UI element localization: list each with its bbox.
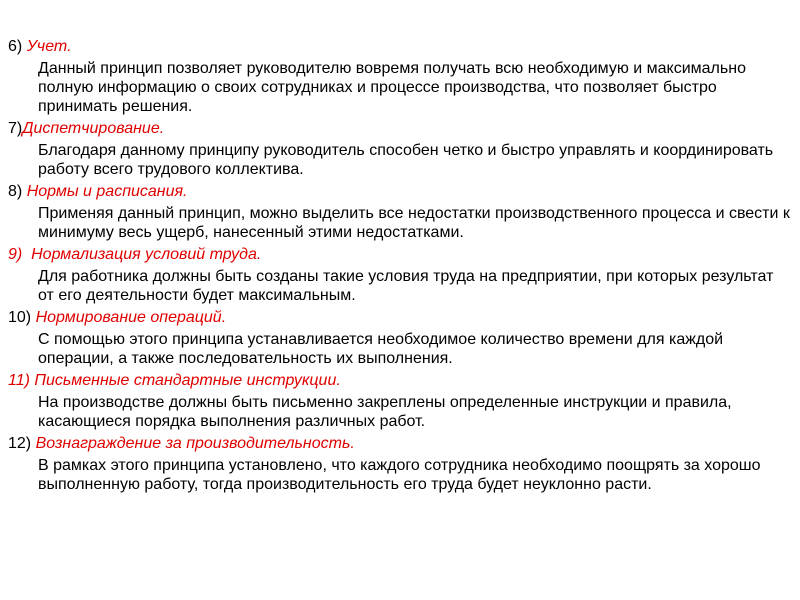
principle-description: С помощью этого принципа устанавливается необходимое количество времени для каждой операции, а также последовательность их выполнения.	[38, 331, 724, 367]
principle-title: Нормирование операций.	[35, 309, 227, 326]
principle-item-8	[8, 181, 792, 242]
principle-title: Нормы и расписания.	[26, 183, 188, 200]
principle-number: 12)	[8, 435, 32, 452]
principle-heading	[8, 36, 792, 57]
principle-heading	[8, 433, 792, 454]
principle-heading	[8, 370, 792, 391]
principle-number: 10)	[8, 309, 32, 326]
principle-number: 8)	[8, 183, 23, 200]
principle-title: Нормализация условий труда.	[31, 246, 262, 263]
principle-title: Учет.	[26, 38, 72, 55]
principle-description: Для работника должны быть созданы такие условия труда на предприятии, при которых результат от его деятельности будет максимальным.	[38, 268, 774, 304]
principle-heading	[8, 244, 792, 265]
principle-number: 9)	[8, 246, 23, 263]
principle-item-11	[8, 370, 792, 431]
principle-number: 7)	[8, 120, 23, 137]
principle-heading	[8, 181, 792, 202]
principle-heading	[8, 118, 792, 139]
principle-item-12	[8, 433, 792, 494]
principle-number: 11)	[8, 372, 30, 389]
principle-description: Данный принцип позволяет руководителю вовремя получать всю необходимую и максимально полную информацию о своих сотрудниках и процессе производства, что позволяет быстро принимать решения.	[38, 60, 746, 115]
principle-title: Письменные стандартные инструкции.	[34, 372, 341, 389]
principle-item-6	[8, 36, 792, 116]
principle-description: В рамках этого принципа установлено, что каждого сотрудника необходимо поощрять за хорошо выполненную работу, тогда производительность его труда будет неуклонно расти.	[38, 457, 761, 493]
principle-title: Диспетчирование.	[22, 120, 165, 137]
principle-item-7	[8, 118, 792, 179]
principle-description: На производстве должны быть письменно закреплены определенные инструкции и правила, касающиеся порядка выполнения различных работ.	[38, 394, 732, 430]
principle-heading	[8, 307, 792, 328]
principle-title: Вознаграждение за производительность.	[35, 435, 355, 452]
principle-item-9	[8, 244, 792, 305]
principle-description: Применяя данный принцип, можно выделить все недостатки производственного процесса и свести к минимуму весь ущерб, нанесенный этими недостатками.	[38, 205, 790, 241]
principles-list	[8, 36, 792, 496]
principle-item-10	[8, 307, 792, 368]
principle-number: 6)	[8, 38, 23, 55]
principle-description: Благодаря данному принципу руководитель способен четко и быстро управлять и координировать работу всего трудового коллектива.	[38, 142, 774, 178]
